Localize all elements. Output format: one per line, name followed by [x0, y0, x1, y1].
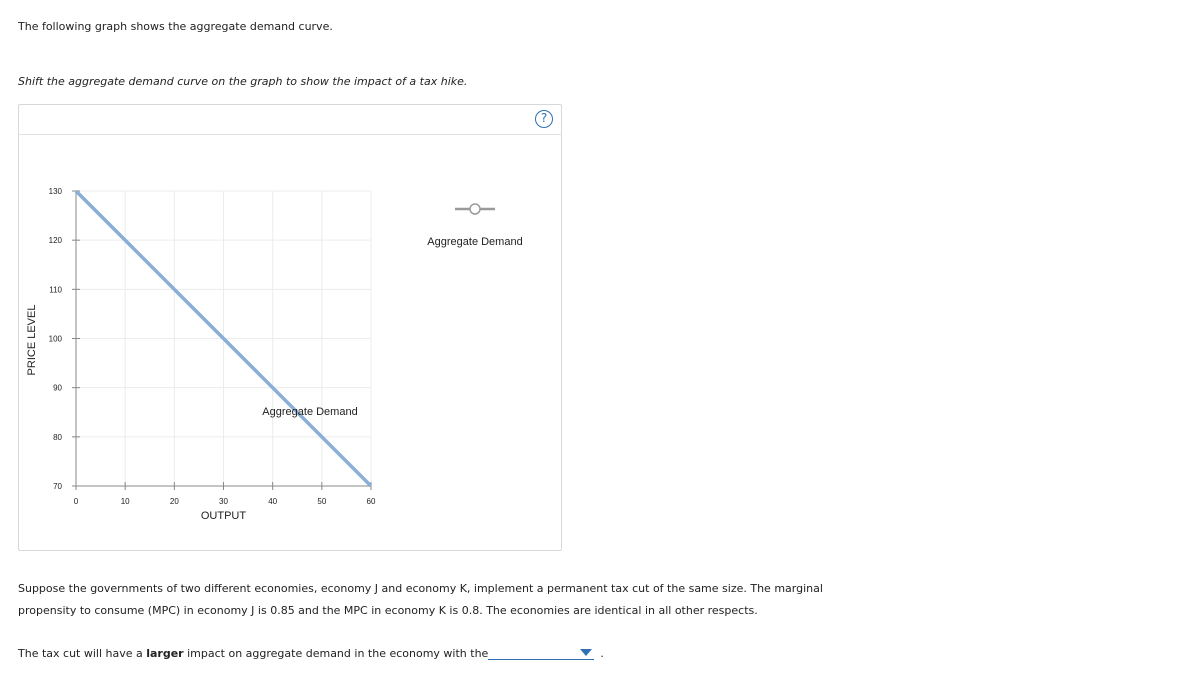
x-tick-label: 60	[366, 497, 376, 506]
x-tick-label: 0	[73, 497, 79, 506]
graph-panel	[18, 104, 562, 551]
question-2	[18, 645, 604, 660]
question-2-bold: larger	[146, 647, 184, 660]
question-2-before: The tax cut will have a	[18, 647, 147, 660]
y-tick-label: 120	[48, 236, 62, 246]
palette-point-icon[interactable]	[470, 204, 480, 214]
x-tick-label: 10	[120, 497, 130, 506]
help-icon[interactable]: ?	[535, 110, 553, 128]
y-tick-label: 70	[53, 482, 62, 491]
palette-tool[interactable]	[427, 204, 522, 248]
y-tick-label: 110	[49, 285, 62, 295]
x-tick-label: 50	[317, 497, 327, 506]
x-tick-label: 30	[219, 497, 228, 506]
economy-dropdown[interactable]	[488, 645, 594, 660]
x-tick-label: 20	[169, 497, 179, 506]
axes	[72, 191, 371, 490]
dropdown-arrow-icon[interactable]	[580, 649, 592, 656]
y-tick-label: 100	[48, 334, 62, 344]
question-2-period: .	[600, 647, 604, 660]
palette-label: Aggregate Demand	[427, 236, 523, 248]
question-2-after: impact on aggregate demand in the economy with the	[183, 647, 489, 660]
x-tick-label: 40	[268, 497, 278, 506]
y-axis-label: PRICE LEVEL	[26, 304, 38, 376]
x-axis-label: OUTPUT	[200, 510, 247, 522]
ad-chart[interactable]	[19, 105, 563, 552]
y-tick-label: 90	[53, 383, 62, 393]
y-tick-label: 80	[53, 432, 62, 442]
question-1-text: Suppose the governments of two different economies, economy J and economy K, implement a permanent tax cut of the same size. The marginal propensity to consume (MPC) in economy J is 0.85 and the MPC in economy K is 0.8. The economies are identical in all other respects.	[18, 582, 823, 617]
intro-text: The following graph shows the aggregate demand curve.	[18, 20, 333, 33]
tick-labels	[49, 187, 376, 506]
curve-label: Aggregate Demand	[262, 406, 358, 418]
y-tick-label: 130	[48, 187, 62, 196]
instruction-text: Shift the aggregate demand curve on the graph to show the impact of a tax hike.	[18, 75, 468, 88]
